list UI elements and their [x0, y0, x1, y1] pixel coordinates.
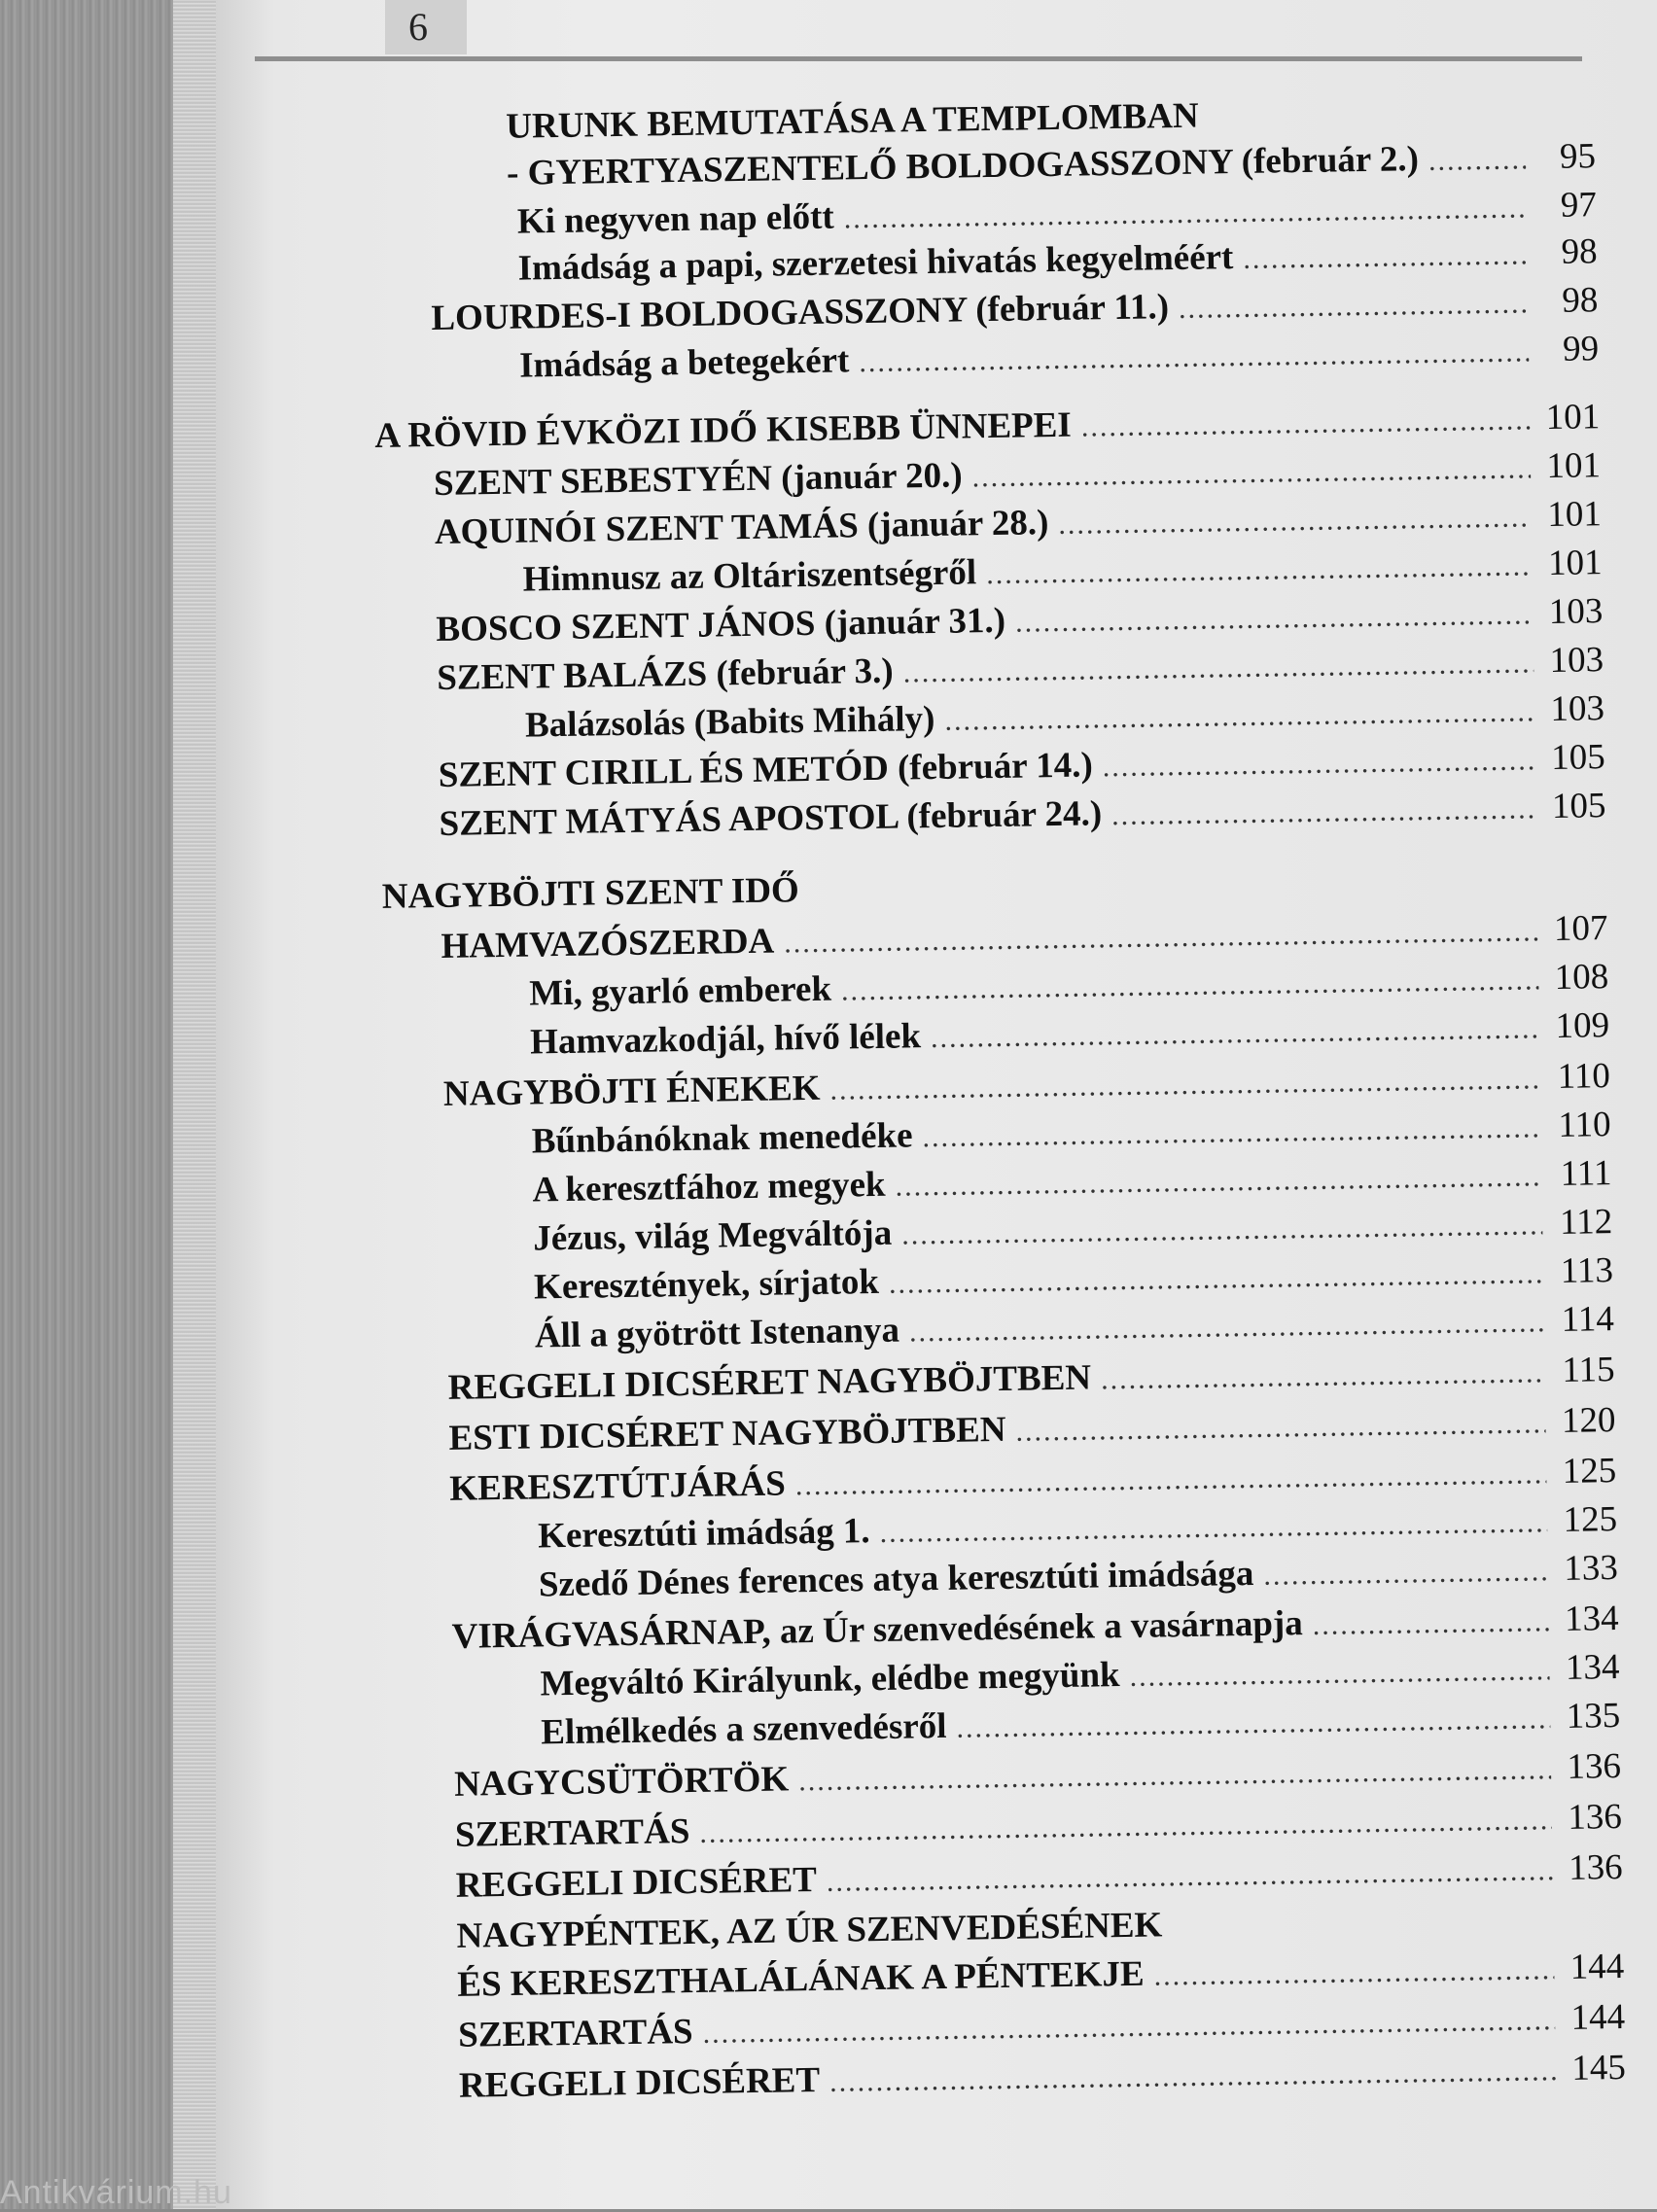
- toc-entry-page: 136: [1568, 1846, 1623, 1888]
- toc-entry-page: 125: [1562, 1451, 1617, 1492]
- dot-leader: [1101, 1349, 1545, 1404]
- toc-entry-page: 110: [1557, 1056, 1611, 1097]
- toc-entry-page: 115: [1562, 1350, 1615, 1390]
- toc-entry-page: 133: [1563, 1548, 1619, 1589]
- dot-leader: [1153, 1946, 1554, 2000]
- toc-entry-title: SZERTARTÁS: [457, 2012, 693, 2055]
- dot-leader: [1428, 135, 1527, 186]
- toc-entry-title: SZENT MÁTYÁS APOSTOL (február 24.): [439, 793, 1103, 844]
- toc-entry-title: SZENT BALÁZS (február 3.): [436, 650, 894, 698]
- toc-entry-page: [1525, 121, 1595, 122]
- toc-entry-page: 95: [1559, 136, 1597, 177]
- toc-entry-page: 98: [1561, 280, 1599, 321]
- toc-entry-title: A keresztfához megyek: [532, 1164, 886, 1211]
- toc-entry-page: 113: [1560, 1250, 1614, 1291]
- toc-entry-title: Balázsolás (Babits Mihály): [524, 698, 935, 746]
- toc-entry-page: 125: [1563, 1499, 1618, 1540]
- toc-entry-title: NAGYBÖJTI ÉNEKEK: [442, 1068, 821, 1114]
- toc-entry-title: Keresztények, sírjatok: [533, 1261, 880, 1308]
- desk-background: [0, 0, 199, 2209]
- toc-entry-title: REGGELI DICSÉRET: [458, 2059, 821, 2106]
- toc-entry-page: 110: [1558, 1105, 1611, 1145]
- toc-entry-title: REGGELI DICSÉRET: [455, 1860, 818, 1906]
- toc-entry-title: NAGYBÖJTI SZENT IDŐ: [381, 870, 800, 917]
- toc-entry-page: 135: [1566, 1696, 1621, 1737]
- toc-entry-page: 99: [1562, 329, 1600, 369]
- toc-entry-title: KERESZTÚTJÁRÁS: [449, 1463, 787, 1509]
- toc-entry-page: 134: [1564, 1598, 1619, 1639]
- dot-leader: [859, 328, 1530, 387]
- toc-entry-title: Bűnbánóknak menedéke: [531, 1115, 913, 1162]
- toc-entry-page: 136: [1567, 1796, 1623, 1838]
- toc-entry-title: Keresztúti imádság 1.: [537, 1511, 870, 1557]
- dot-leader: [1243, 230, 1528, 284]
- toc-entry-title: NAGYCSÜTÖRTÖK: [453, 1759, 790, 1805]
- toc-entry-title: Megváltó Királyunk, elédbe megyünk: [540, 1655, 1120, 1704]
- page-stack-edge: [173, 0, 218, 2209]
- dot-leader: [1015, 1399, 1546, 1457]
- dot-leader: [1172, 1930, 1553, 1936]
- toc-entry-title: - GYERTYASZENTELŐ BOLDOGASSZONY (február 2.): [506, 139, 1420, 193]
- toc-entry-title: Áll a gyötrött Istenanya: [534, 1310, 900, 1356]
- toc-entry-title: NAGYPÉNTEK, AZ ÚR SZENVEDÉSÉNEK: [456, 1905, 1163, 1956]
- watermark-text: Antikvárium.hu: [0, 2174, 232, 2211]
- toc-entry-title: Mi, gyarló emberek: [529, 968, 832, 1014]
- toc-entry-page: 144: [1569, 1946, 1625, 1987]
- toc-entry-title: Imádság a papi, szerzetesi hivatás kegyelméért: [517, 237, 1234, 289]
- toc-entry-page: 101: [1545, 397, 1601, 439]
- toc-entry-title: Himnusz az Oltáriszentségről: [522, 552, 977, 600]
- toc-entry-title: Hamvazkodjál, hívő lélek: [529, 1016, 922, 1063]
- toc-entry-page: 101: [1547, 543, 1603, 584]
- toc-entry-page: 108: [1554, 957, 1609, 998]
- toc-entry-title: HAMVAZÓSZERDA: [441, 921, 775, 966]
- toc-entry-title: Imádság a betegekért: [518, 340, 850, 386]
- toc-entry-page: 107: [1553, 908, 1608, 949]
- dot-leader: [1263, 1547, 1548, 1600]
- dot-leader: [809, 890, 1537, 901]
- toc-entry-title: Szedő Dénes ferences atya keresztúti imádsága: [538, 1553, 1254, 1605]
- toc-entry-title: A RÖVID ÉVKÖZI IDŐ KISEBB ÜNNEPEI: [374, 404, 1073, 456]
- toc-entry-title: ESTI DICSÉRET NAGYBÖJTBEN: [448, 1409, 1006, 1458]
- dot-leader: [1312, 1598, 1549, 1650]
- toc-entry-title: SZERTARTÁS: [454, 1811, 690, 1855]
- toc-entry-page: 105: [1551, 786, 1606, 826]
- toc-entry-title: URUNK BEMUTATÁSA A TEMPLOMBAN: [506, 95, 1199, 147]
- dot-leader: [1209, 122, 1526, 126]
- toc-entry-page: [1537, 889, 1607, 890]
- toc-entry-page: 105: [1550, 737, 1606, 778]
- toc-entry-page: 145: [1571, 2047, 1627, 2089]
- toc-entry-page: 103: [1548, 591, 1604, 633]
- toc-entry-page: 101: [1546, 494, 1603, 536]
- toc-entry-title: ÉS KERESZTHALÁLÁNAK A PÉNTEKJE: [457, 1953, 1145, 2005]
- page-number: 6: [408, 5, 428, 49]
- toc-entry-title: LOURDES-I BOLDOGASSZONY (február 11.): [431, 287, 1170, 339]
- toc-entry-page: 97: [1560, 185, 1598, 226]
- toc-entry-title: AQUINÓI SZENT TAMÁS (január 28.): [434, 503, 1049, 553]
- toc-entry-title: SZENT CIRILL ÉS METÓD (február 14.): [438, 745, 1094, 795]
- toc-entry-page: 111: [1560, 1153, 1612, 1194]
- toc-entry-page: 134: [1565, 1647, 1620, 1688]
- dot-leader: [829, 2047, 1557, 2107]
- table-of-contents: [370, 86, 1627, 2166]
- toc-entry-page: 101: [1546, 445, 1602, 487]
- toc-entry-page: 109: [1555, 1005, 1610, 1046]
- toc-entry-title: VIRÁGVASÁRNAP, az Úr szenvedésének a vasárnapja: [451, 1603, 1303, 1657]
- toc-entry-page: 144: [1570, 1996, 1626, 2038]
- toc-entry-page: 98: [1561, 231, 1598, 272]
- toc-entry-page: 103: [1550, 688, 1605, 729]
- toc-entry-title: BOSCO SZENT JÁNOS (január 31.): [436, 600, 1006, 650]
- dot-leader: [1179, 279, 1529, 334]
- dot-leader: [1111, 785, 1536, 840]
- toc-entry-title: SZENT SEBESTYÉN (január 20.): [433, 455, 963, 505]
- toc-entry-page: 112: [1559, 1202, 1613, 1243]
- toc-entry-title: Elmélkedés a szenvedésről: [540, 1705, 947, 1753]
- toc-entry-title: REGGELI DICSÉRET NAGYBÖJTBEN: [447, 1357, 1092, 1408]
- toc-entry-page: 114: [1561, 1299, 1615, 1340]
- toc-entry-title: Ki negyven nap előtt: [516, 196, 834, 242]
- toc-entry-page: 136: [1567, 1745, 1622, 1787]
- toc-entry-page: 103: [1549, 640, 1604, 682]
- toc-entry-title: Jézus, világ Megváltója: [533, 1212, 893, 1259]
- toc-entry-page: [1554, 1929, 1624, 1930]
- toc-entry-page: 120: [1561, 1400, 1616, 1441]
